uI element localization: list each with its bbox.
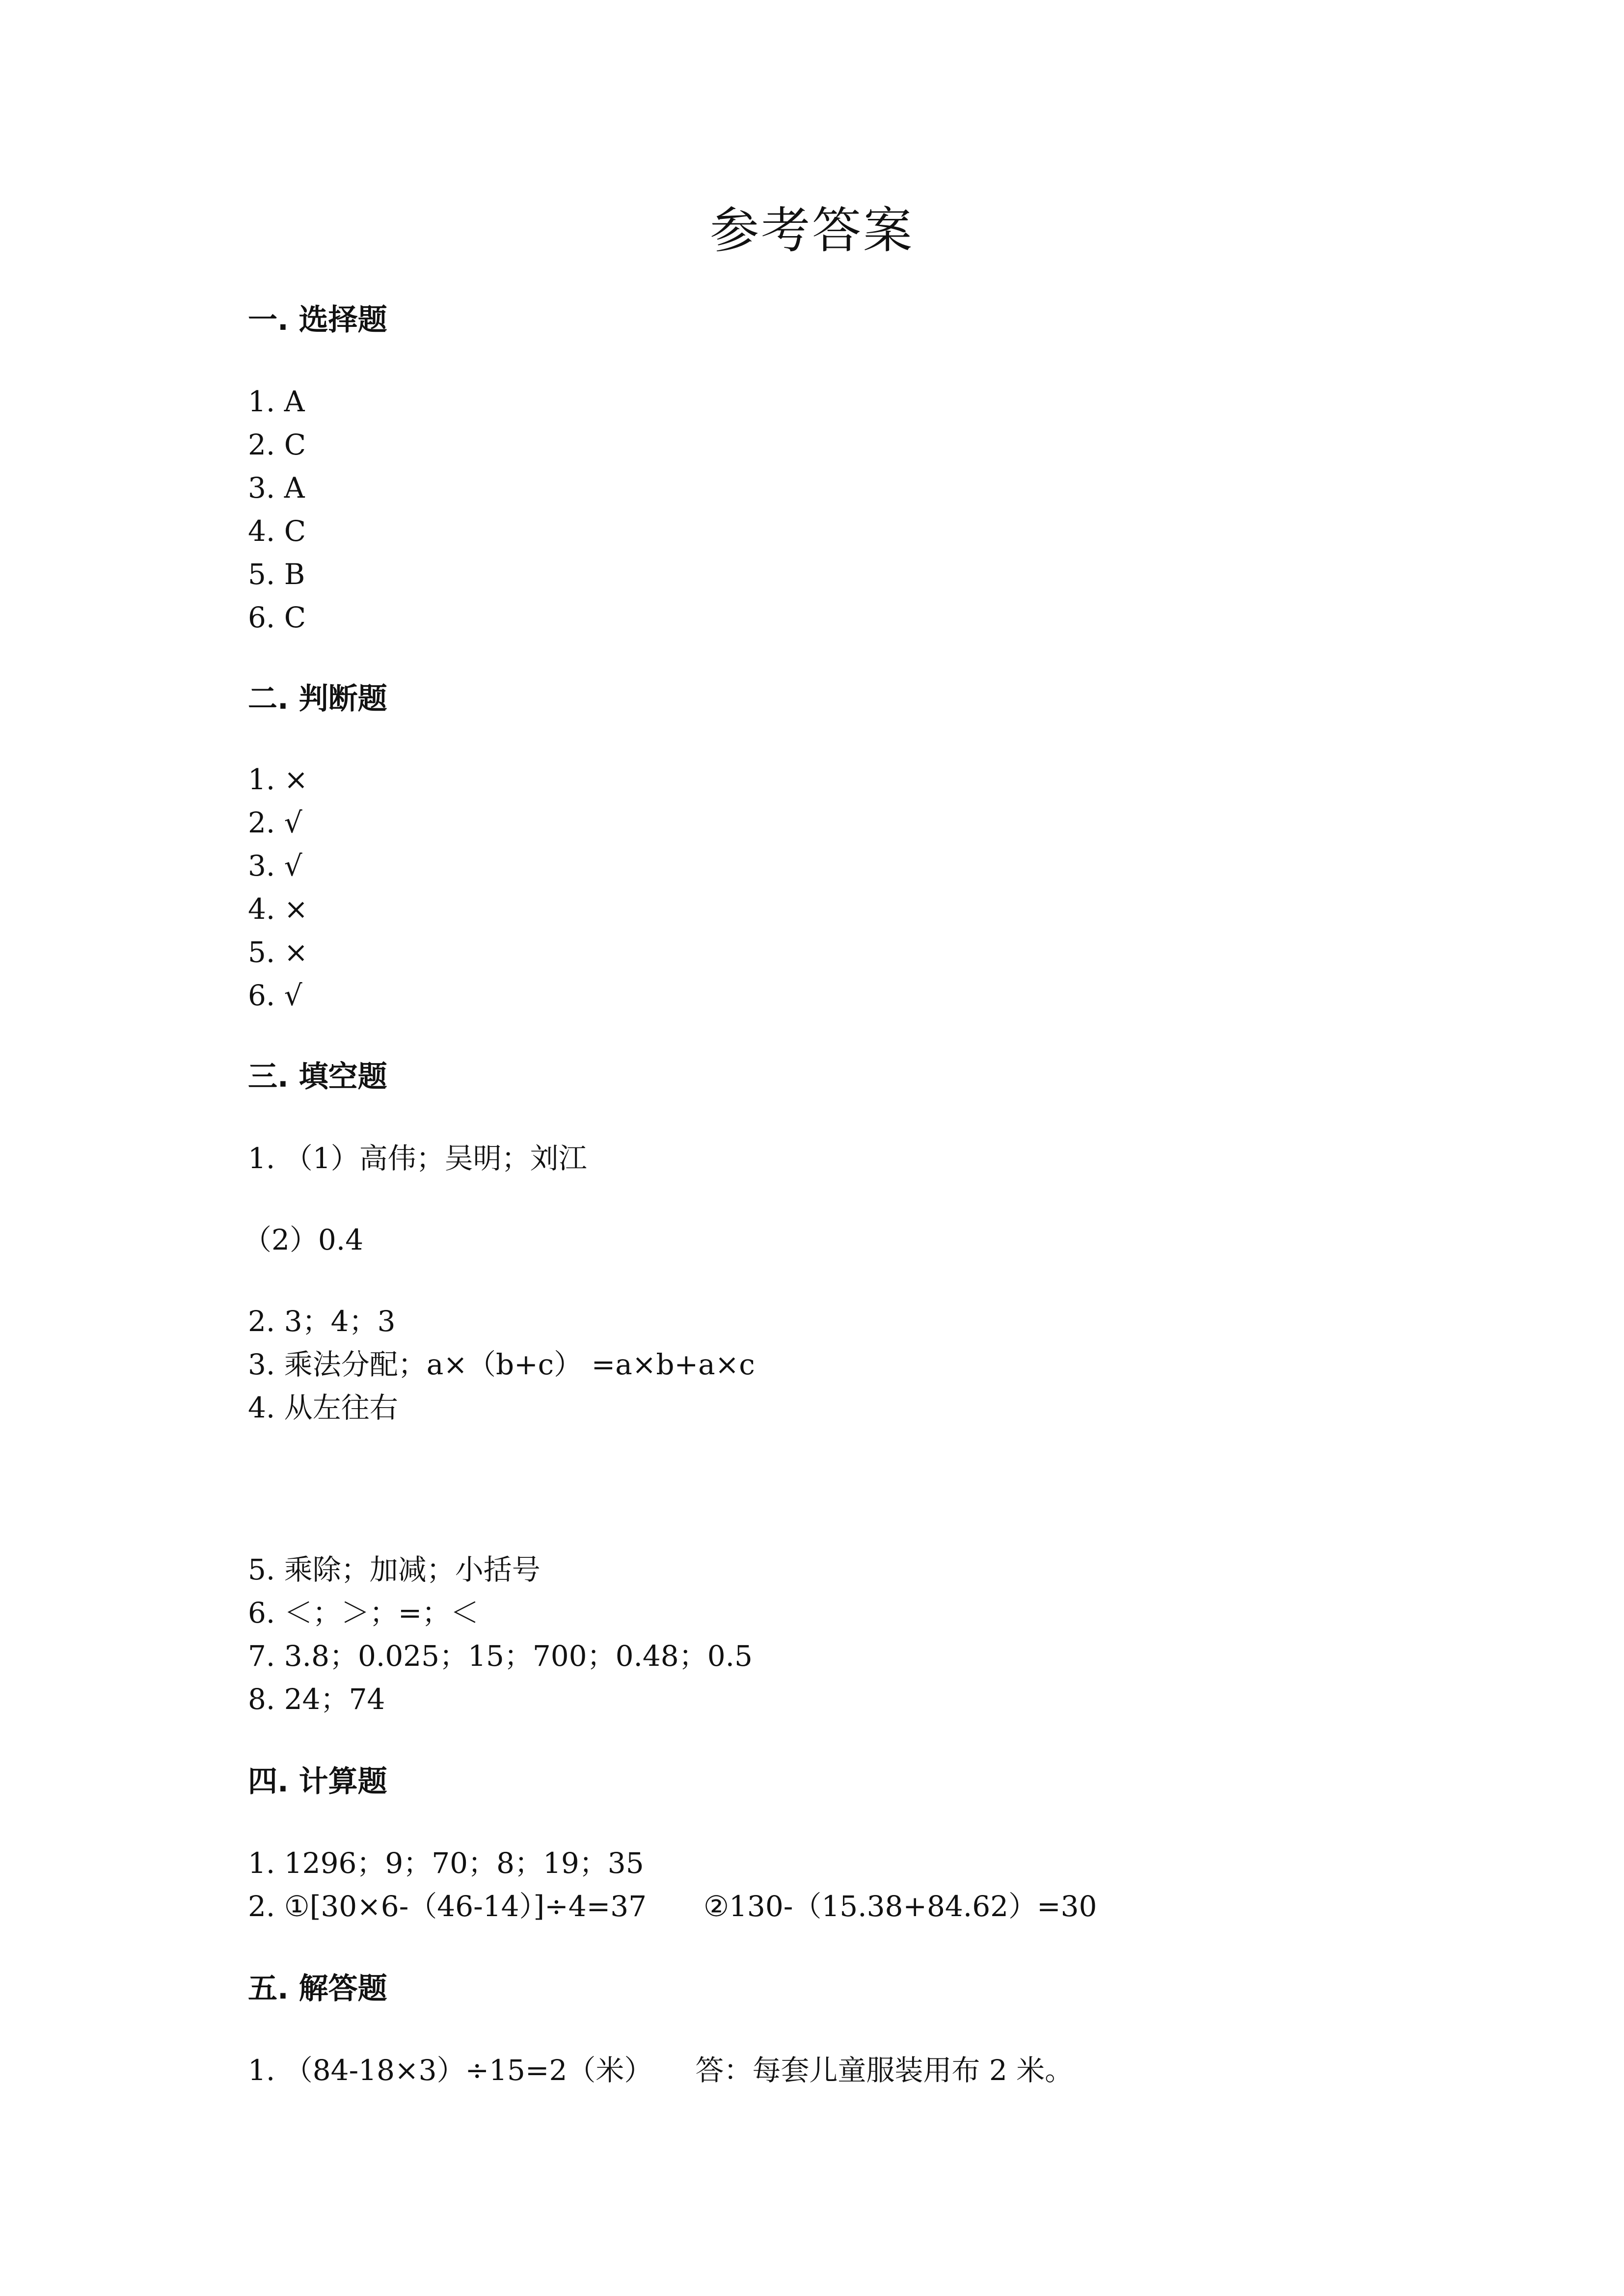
- section-heading-solution: 五. 解答题: [248, 1972, 387, 2006]
- answer-line: 6. √: [248, 979, 302, 1012]
- section-heading-choice: 一. 选择题: [248, 303, 387, 337]
- answer-line: 1. A: [248, 385, 305, 418]
- answer-line: 3. 乘法分配；a×（b+c） =a×b+a×c: [248, 1348, 755, 1381]
- answer-line: 2. 3；4；3: [248, 1305, 396, 1338]
- answer-line: 1. ×: [248, 763, 308, 796]
- section-heading-fill-blank: 三. 填空题: [248, 1060, 387, 1094]
- answer-line: 6. C: [248, 601, 306, 634]
- answer-line: 7. 3.8；0.025；15；700；0.48；0.5: [248, 1639, 753, 1673]
- section-heading-calculation: 四. 计算题: [248, 1764, 387, 1799]
- answer-line: 3. √: [248, 849, 302, 882]
- answer-line: 3. A: [248, 471, 305, 505]
- answer-line: 4. C: [248, 514, 306, 548]
- answer-line: 2. C: [248, 428, 306, 461]
- answer-line: 5. 乘除；加减；小括号: [248, 1553, 541, 1586]
- answer-line: 4. ×: [248, 892, 308, 926]
- answer-line: 5. B: [248, 558, 305, 591]
- answer-line: 1. 1296；9；70；8；19；35: [248, 1846, 644, 1880]
- page-title: 参考答案: [710, 202, 914, 259]
- answer-line: 1. （1）高伟；吴明；刘江: [248, 1142, 587, 1175]
- section-heading-judgement: 二. 判断题: [248, 682, 387, 716]
- answer-line: 5. ×: [248, 935, 308, 969]
- answer-line: 4. 从左往右: [248, 1391, 398, 1424]
- answer-line: 8. 24；74: [248, 1682, 385, 1716]
- answer-line: 2. ①[30×6-（46-14）]÷4=37 ②130-（15.38+84.62）=30: [248, 1890, 1097, 1923]
- answer-line: 2. √: [248, 806, 302, 839]
- answer-line: 6. ＜；＞；=；＜: [248, 1596, 479, 1629]
- answer-line: 1. （84-18×3）÷15=2（米） 答：每套儿童服装用布 2 米。: [248, 2054, 1074, 2087]
- answer-line: （2）0.4: [243, 1223, 364, 1256]
